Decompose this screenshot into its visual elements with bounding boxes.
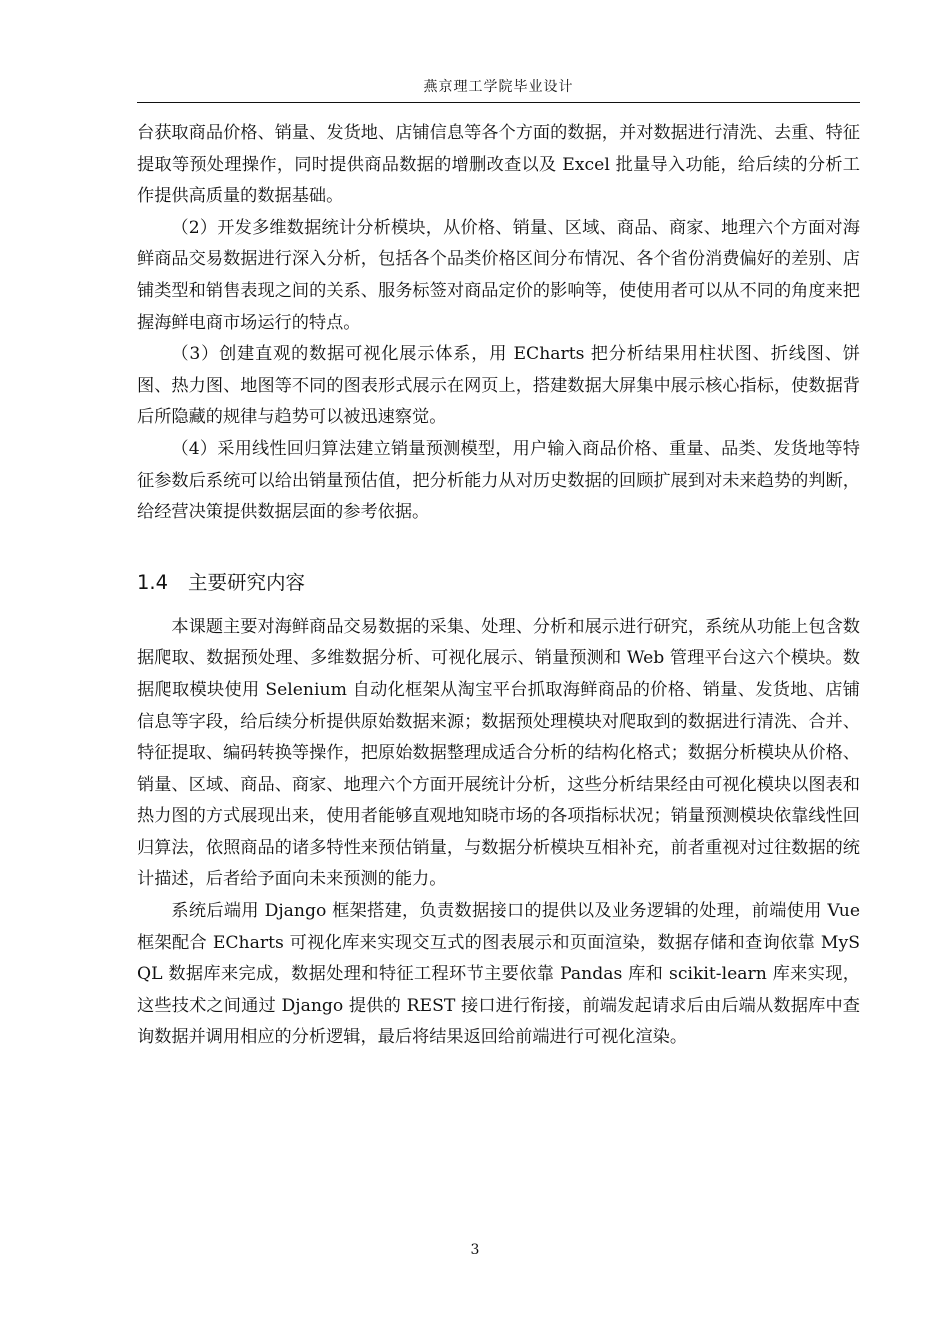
section-title: 主要研究内容 [188, 570, 306, 594]
tech-stack-paragraph: 系统后端用 Django 框架搭建，负责数据接口的提供以及业务逻辑的处理，前端使用 Vue 框架配合 ECharts 可视化库来实现交互式的图表展示和页面渲染，数据存储和查询依靠 MySQL 数据库来完成，数据处理和特征工程环节主要依靠 Pandas 库和 scikit-learn 库来实现，这些技术之间通过 Django 提供的 REST 接口进行衔接，前端发起请求后由后端从数据库中查询数据并调用相应的分析逻辑，最后将结果返回给前端进行可视化渲染。 [137, 901, 860, 1048]
header-title: 燕京理工学院毕业设计 [423, 79, 574, 95]
section-number: 1.4 [137, 570, 169, 594]
section-heading [137, 568, 860, 598]
objective-item-3: （3）创建直观的数据可视化展示体系，用 ECharts 把分析结果用柱状图、折线图、饼图、热力图、地图等不同的图表形式展示在网页上，搭建数据大屏集中展示核心指标，使数据背后所隐藏的规律与趋势可以被迅速察觉。 [137, 344, 860, 428]
objective-item-2: （2）开发多维数据统计分析模块，从价格、销量、区域、商品、商家、地理六个方面对海鲜商品交易数据进行深入分析，包括各个品类价格区间分布情况、各个省份消费偏好的差别、店铺类型和销售表现之间的关系、服务标签对商品定价的影响等，使使用者可以从不同的角度来把握海鲜电商市场运行的特点。 [137, 217, 860, 333]
continued-paragraph: 台获取商品价格、销量、发货地、店铺信息等各个方面的数据，并对数据进行清洗、去重、特征提取等预处理操作，同时提供商品数据的增删改查以及 Excel 批量导入功能，给后续的分析工作提供高质量的数据基础。 [137, 123, 860, 207]
page-number: 3 [470, 1242, 480, 1258]
research-content-paragraph: 本课题主要对海鲜商品交易数据的采集、处理、分析和展示进行研究，系统从功能上包含数据爬取、数据预处理、多维数据分析、可视化展示、销量预测和 Web 管理平台这六个模块。数据爬取模块使用 Selenium 自动化框架从淘宝平台抓取海鲜商品的价格、销量、发货地、店铺信息等字段，给后续分析提供原始数据来源；数据预处理模块对爬取到的数据进行清洗、合并、特征提取、编码转换等操作，把原始数据整理成适合分析的结构化格式；数据分析模块从价格、销量、区域、商品、商家、地理六个方面开展统计分析，这些分析结果经由可视化模块以图表和热力图的方式展现出来，使用者能够直观地知晓市场的各项指标状况；销量预测模块依靠线性回归算法，依照商品的诸多特性来预估销量，与数据分析模块互相补充，前者重视对过往数据的统计描述，后者给予面向未来预测的能力。 [137, 616, 860, 890]
document-body [137, 118, 860, 1054]
page-header [137, 76, 860, 103]
objective-item-4: （4）采用线性回归算法建立销量预测模型，用户输入商品价格、重量、品类、发货地等特征参数后系统可以给出销量预估值，把分析能力从对历史数据的回顾扩展到对未来趋势的判断，给经营决策提供数据层面的参考依据。 [137, 438, 860, 523]
